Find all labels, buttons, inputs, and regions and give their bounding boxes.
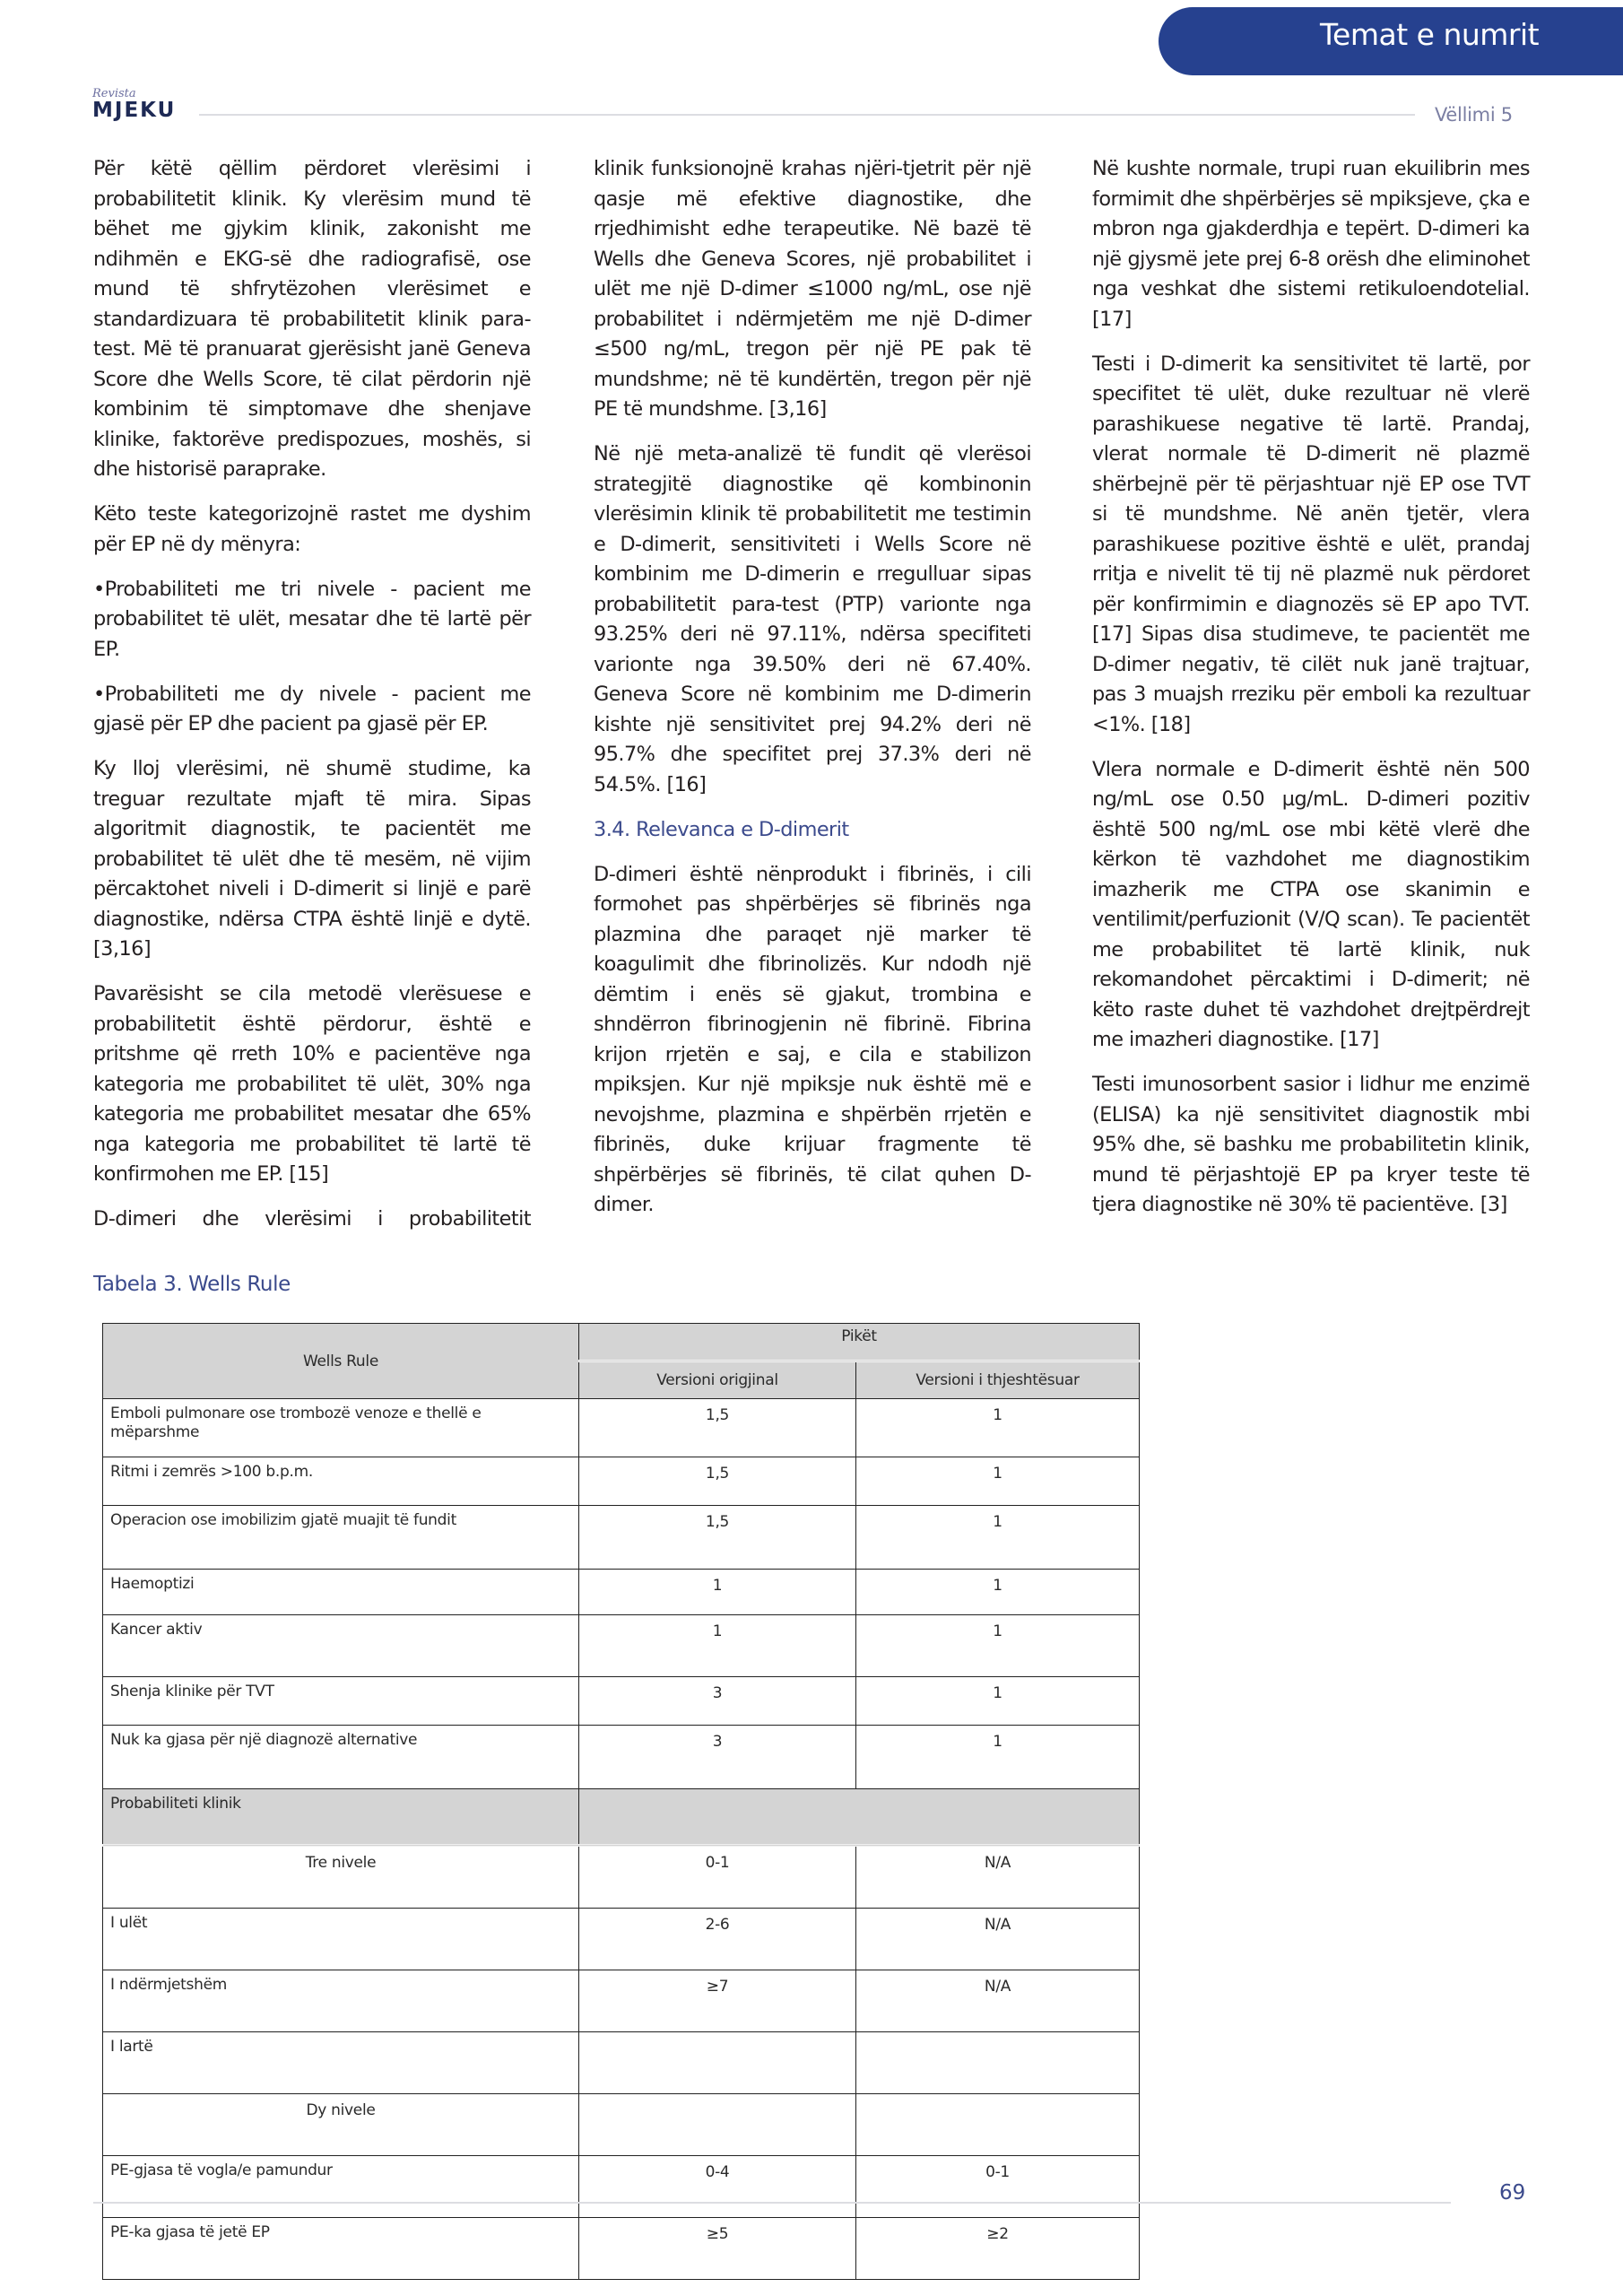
table-row (103, 2218, 1140, 2280)
section-tab-title: Temat e numrit (1320, 17, 1540, 52)
header-points: Pikët (579, 1324, 1140, 1361)
criteria-rows (103, 1399, 1140, 1789)
logo-subtitle: Revista (92, 87, 136, 100)
simplified-score: 1 (856, 1506, 1140, 1570)
original-score: 1,5 (579, 1399, 856, 1457)
wells-rule-table (102, 1323, 1140, 2280)
paragraph: Këto teste kategorizojnë rastet me dyshim për EP në dy mënyra: (93, 502, 531, 556)
journal-logo (92, 88, 176, 121)
simplified-score (856, 2094, 1140, 2156)
paragraph: Për këtë qëllim përdoret vlerësimi i probabilitetit klinik. Ky vlerësim mund të bëhet me gjykim klinik, zakonisht me ndihmën e EKG-së dhe radiografisë, ose mund të shfrytëzohen vlerësimet e standardizuara të probabilitetit klinik para-test. Më të pranuarat gjerësisht janë Geneva Score dhe Wells Score, të cilat përdorin një kombinim të simptomave dhe shenjave klinike, faktorëve predispozues, moshës, si dhe historisë paraprake. (93, 157, 531, 481)
table-row (103, 1677, 1140, 1726)
simplified-score: N/A (856, 1846, 1140, 1909)
simplified-score (856, 2032, 1140, 2094)
paragraph: Testi imunosorbent sasior i lidhur me enzimë (ELISA) ka një sensitivitet diagnostik mbi 95% dhe, së bashku me probabilitetin klinik, mund të përjashtojë EP pa kryer teste të tjera diagnostike në 30% të pacientëve. [3] (1092, 1073, 1530, 1216)
simplified-score: N/A (856, 1970, 1140, 2032)
probability-header-fill (579, 1789, 1140, 1846)
page-number: 69 (1499, 2181, 1526, 2205)
footer-divider (93, 2202, 1451, 2204)
paragraph: D-dimeri është nënprodukt i fibrinës, i cili formohet pas shpërbërjes së fibrinës nga plazmina dhe paraqet një marker të koagulimit dhe fibrinolizës. Kur ndodh një dëmtim i enës së gjakut, trombina e shndërron fibrinogjenin në fibrinë. Fibrina krijon rrjetën e saj, e cila e stabilizon mpiksjen. Kur një mpiksje nuk është më e nevojshme, plazmina e shpërbën rrjetën e fibrinës, duke krijuar fragmente të shpërbërjes së fibrinës, të cilat quhen D-dimer. (594, 862, 1031, 1216)
row-label: PE-ka gjasa të jetë EP (103, 2218, 579, 2280)
original-score: ≥5 (579, 2218, 856, 2280)
simplified-score: 1 (856, 1726, 1140, 1789)
simplified-score: 1 (856, 1457, 1140, 1506)
row-label: Emboli pulmonare ose trombozë venoze e thellë e mëparshme (103, 1399, 579, 1457)
original-score: 0-1 (579, 1846, 856, 1909)
table-row (103, 1726, 1140, 1789)
simplified-score: 1 (856, 1615, 1140, 1677)
simplified-score: 0-1 (856, 2156, 1140, 2218)
original-score: 3 (579, 1677, 856, 1726)
original-score: 2-6 (579, 1909, 856, 1970)
logo-title: MJEKU (92, 99, 177, 122)
table-row (103, 1909, 1140, 1970)
table-row (103, 2094, 1140, 2156)
row-label: I ndërmjetshëm (103, 1970, 579, 2032)
row-label: I lartë (103, 2032, 579, 2094)
table-row (103, 2156, 1140, 2218)
bullet-item: •Probabiliteti me dy nivele - pacient me gjasë për EP dhe pacient pa gjasë për EP. (93, 682, 531, 735)
paragraph: Pavarësisht se cila metodë vlerësuese e probabilitetit është përdorur, është e pritshme që rreth 10% e pacientëve nga kategoria me probabilitet të ulët, 30% nga kategoria me probabilitet mesatar dhe 65% nga kategoria me probabilitet të lartë të konfirmohen me EP. [15] (93, 982, 531, 1186)
original-score: 1,5 (579, 1506, 856, 1570)
original-score: 1,5 (579, 1457, 856, 1506)
row-label: Haemoptizi (103, 1570, 579, 1615)
table-row (103, 1846, 1140, 1909)
table-row (103, 2032, 1140, 2094)
table-row (103, 1399, 1140, 1457)
simplified-score: 1 (856, 1570, 1140, 1615)
table-caption: Tabela 3. Wells Rule (93, 1273, 291, 1296)
paragraph: Testi i D-dimerit ka sensitivitet të lartë, por specifitet të ulët, duke rezultuar në vlerë parashikuese negative të lartë. Prandaj, vlerat normale të D-dimerit në plazmë shërbejnë për të përjashtuar një EP ose TVT si të mundshme. Në anën tjetër, vlera parashikuese pozitive është e ulët, prandaj rritja e nivelit të tij në plazmë nuk përdoret për konfirmimin e diagnozës së EP apo TVT. [17] Sipas disa studimeve, te pacientët me D-dimer negativ, të cilët nuk janë trajtuar, pas 3 muajsh rreziku për emboli ka rezultuar <1%. [18] (1092, 352, 1530, 736)
original-score: 0-4 (579, 2156, 856, 2218)
row-label: Kancer aktiv (103, 1615, 579, 1677)
section-heading: 3.4. Relevanca e D-dimerit (594, 817, 849, 841)
volume-label: Vëllimi 5 (1435, 104, 1513, 126)
bullet-item: •Probabiliteti me tri nivele - pacient me probabilitet të ulët, mesatar dhe të lartë për EP. (93, 577, 531, 661)
simplified-score: N/A (856, 1909, 1140, 1970)
table-row (103, 1570, 1140, 1615)
text-column-1 (93, 154, 531, 1249)
original-score: 1 (579, 1570, 856, 1615)
table-row (103, 1970, 1140, 2032)
original-score (579, 2094, 856, 2156)
simplified-score: 1 (856, 1399, 1140, 1457)
paragraph: Në kushte normale, trupi ruan ekuilibrin mes formimit dhe shpërbërjes së mpiksjeve, çka e mbron nga gjakderdhja e tepërt. D-dimeri ka një gjysmë jete prej 6-8 orësh dhe eliminohet nga veshkat dhe sistemi retikuloendotelial. [17] (1092, 157, 1530, 331)
table-row (103, 1506, 1140, 1570)
row-label: I ulët (103, 1909, 579, 1970)
row-label: Shenja klinike për TVT (103, 1677, 579, 1726)
original-score: 3 (579, 1726, 856, 1789)
probability-header: Probabiliteti klinik (103, 1789, 579, 1846)
paragraph: D-dimeri dhe vlerësimi i probabilitetit (93, 1207, 531, 1231)
paragraph: Vlera normale e D-dimerit është nën 500 ng/mL ose 0.50 µg/mL. D-dimeri pozitiv është 500 ng/mL ose mbi këtë vlerë dhe kërkon të vazhdohet me diagnostikim imazherik me CTPA ose skanimin e ventilimit/perfuzionit (V/Q scan). Te pacientët me probabilitet të lartë klinik, nuk rekomandohet përcaktimi i D-dimerit; në këto raste duhet të vazhdohet drejtpërdrejt me imazheri diagnostike. [17] (1092, 757, 1530, 1051)
original-score: 1 (579, 1615, 856, 1677)
text-column-3 (1092, 154, 1530, 1235)
table-row (103, 1457, 1140, 1506)
row-label: Tre nivele (103, 1846, 579, 1909)
original-score (579, 2032, 856, 2094)
probability-header-row (103, 1789, 1140, 1846)
paragraph: Në një meta-analizë të fundit që vlerësoi strategjitë diagnostike që kombinonin vlerësimin klinik të probabilitetit me testimin e D-dimerit, sensitiviteti i Wells Score në kombinim me D-dimerin e rregulluar sipas probabilitetit para-test (PTP) varionte nga 93.25% deri në 97.11%, ndërsa specifiteti varionte nga 39.50% deri në 67.40%. Geneva Score në kombinim me D-dimerin kishte një sensitivitet prej 94.2% deri në 95.7% dhe specifitet prej 37.3% deri në 54.5%. [16] (594, 442, 1031, 796)
header-divider (199, 114, 1415, 116)
paragraph: Ky lloj vlerësimi, në shumë studime, ka treguar rezultate mjaft të mira. Sipas algoritmit diagnostik, te pacientët me probabilitet të ulët dhe të mesëm, në vijim përcaktohet niveli i D-dimerit si linjë e parë diagnostike, ndërsa CTPA është linjë e dytë. [3,16] (93, 757, 531, 961)
paragraph: klinik funksionojnë krahas njëri-tjetrit për një qasje më efektive diagnostike, dhe rrjedhimisht edhe terapeutike. Në bazë të Wells dhe Geneva Scores, një probabilitet i ulët me një D-dimer ≤1000 ng/mL, ose një probabilitet i ndërmjetëm me një D-dimer ≤500 ng/mL, tregon për një PE pak të mundshme; në të kundërtën, tregon për një PE të mundshme. [3,16] (594, 157, 1031, 421)
header-original-version: Versioni origjinal (579, 1361, 856, 1399)
original-score: ≥7 (579, 1970, 856, 2032)
row-label: Dy nivele (103, 2094, 579, 2156)
table-row (103, 1615, 1140, 1677)
text-column-2 (594, 154, 1031, 1235)
simplified-score: ≥2 (856, 2218, 1140, 2280)
header-simplified-version: Versioni i thjeshtësuar (856, 1361, 1140, 1399)
row-label: Ritmi i zemrës >100 b.p.m. (103, 1457, 579, 1506)
simplified-score: 1 (856, 1677, 1140, 1726)
header-wells-rule: Wells Rule (103, 1324, 579, 1399)
probability-rows (103, 1846, 1140, 2280)
row-label: Nuk ka gjasa për një diagnozë alternative (103, 1726, 579, 1789)
row-label: PE-gjasa të vogla/e pamundur (103, 2156, 579, 2218)
section-tab (1159, 7, 1623, 75)
row-label: Operacion ose imobilizim gjatë muajit të fundit (103, 1506, 579, 1570)
